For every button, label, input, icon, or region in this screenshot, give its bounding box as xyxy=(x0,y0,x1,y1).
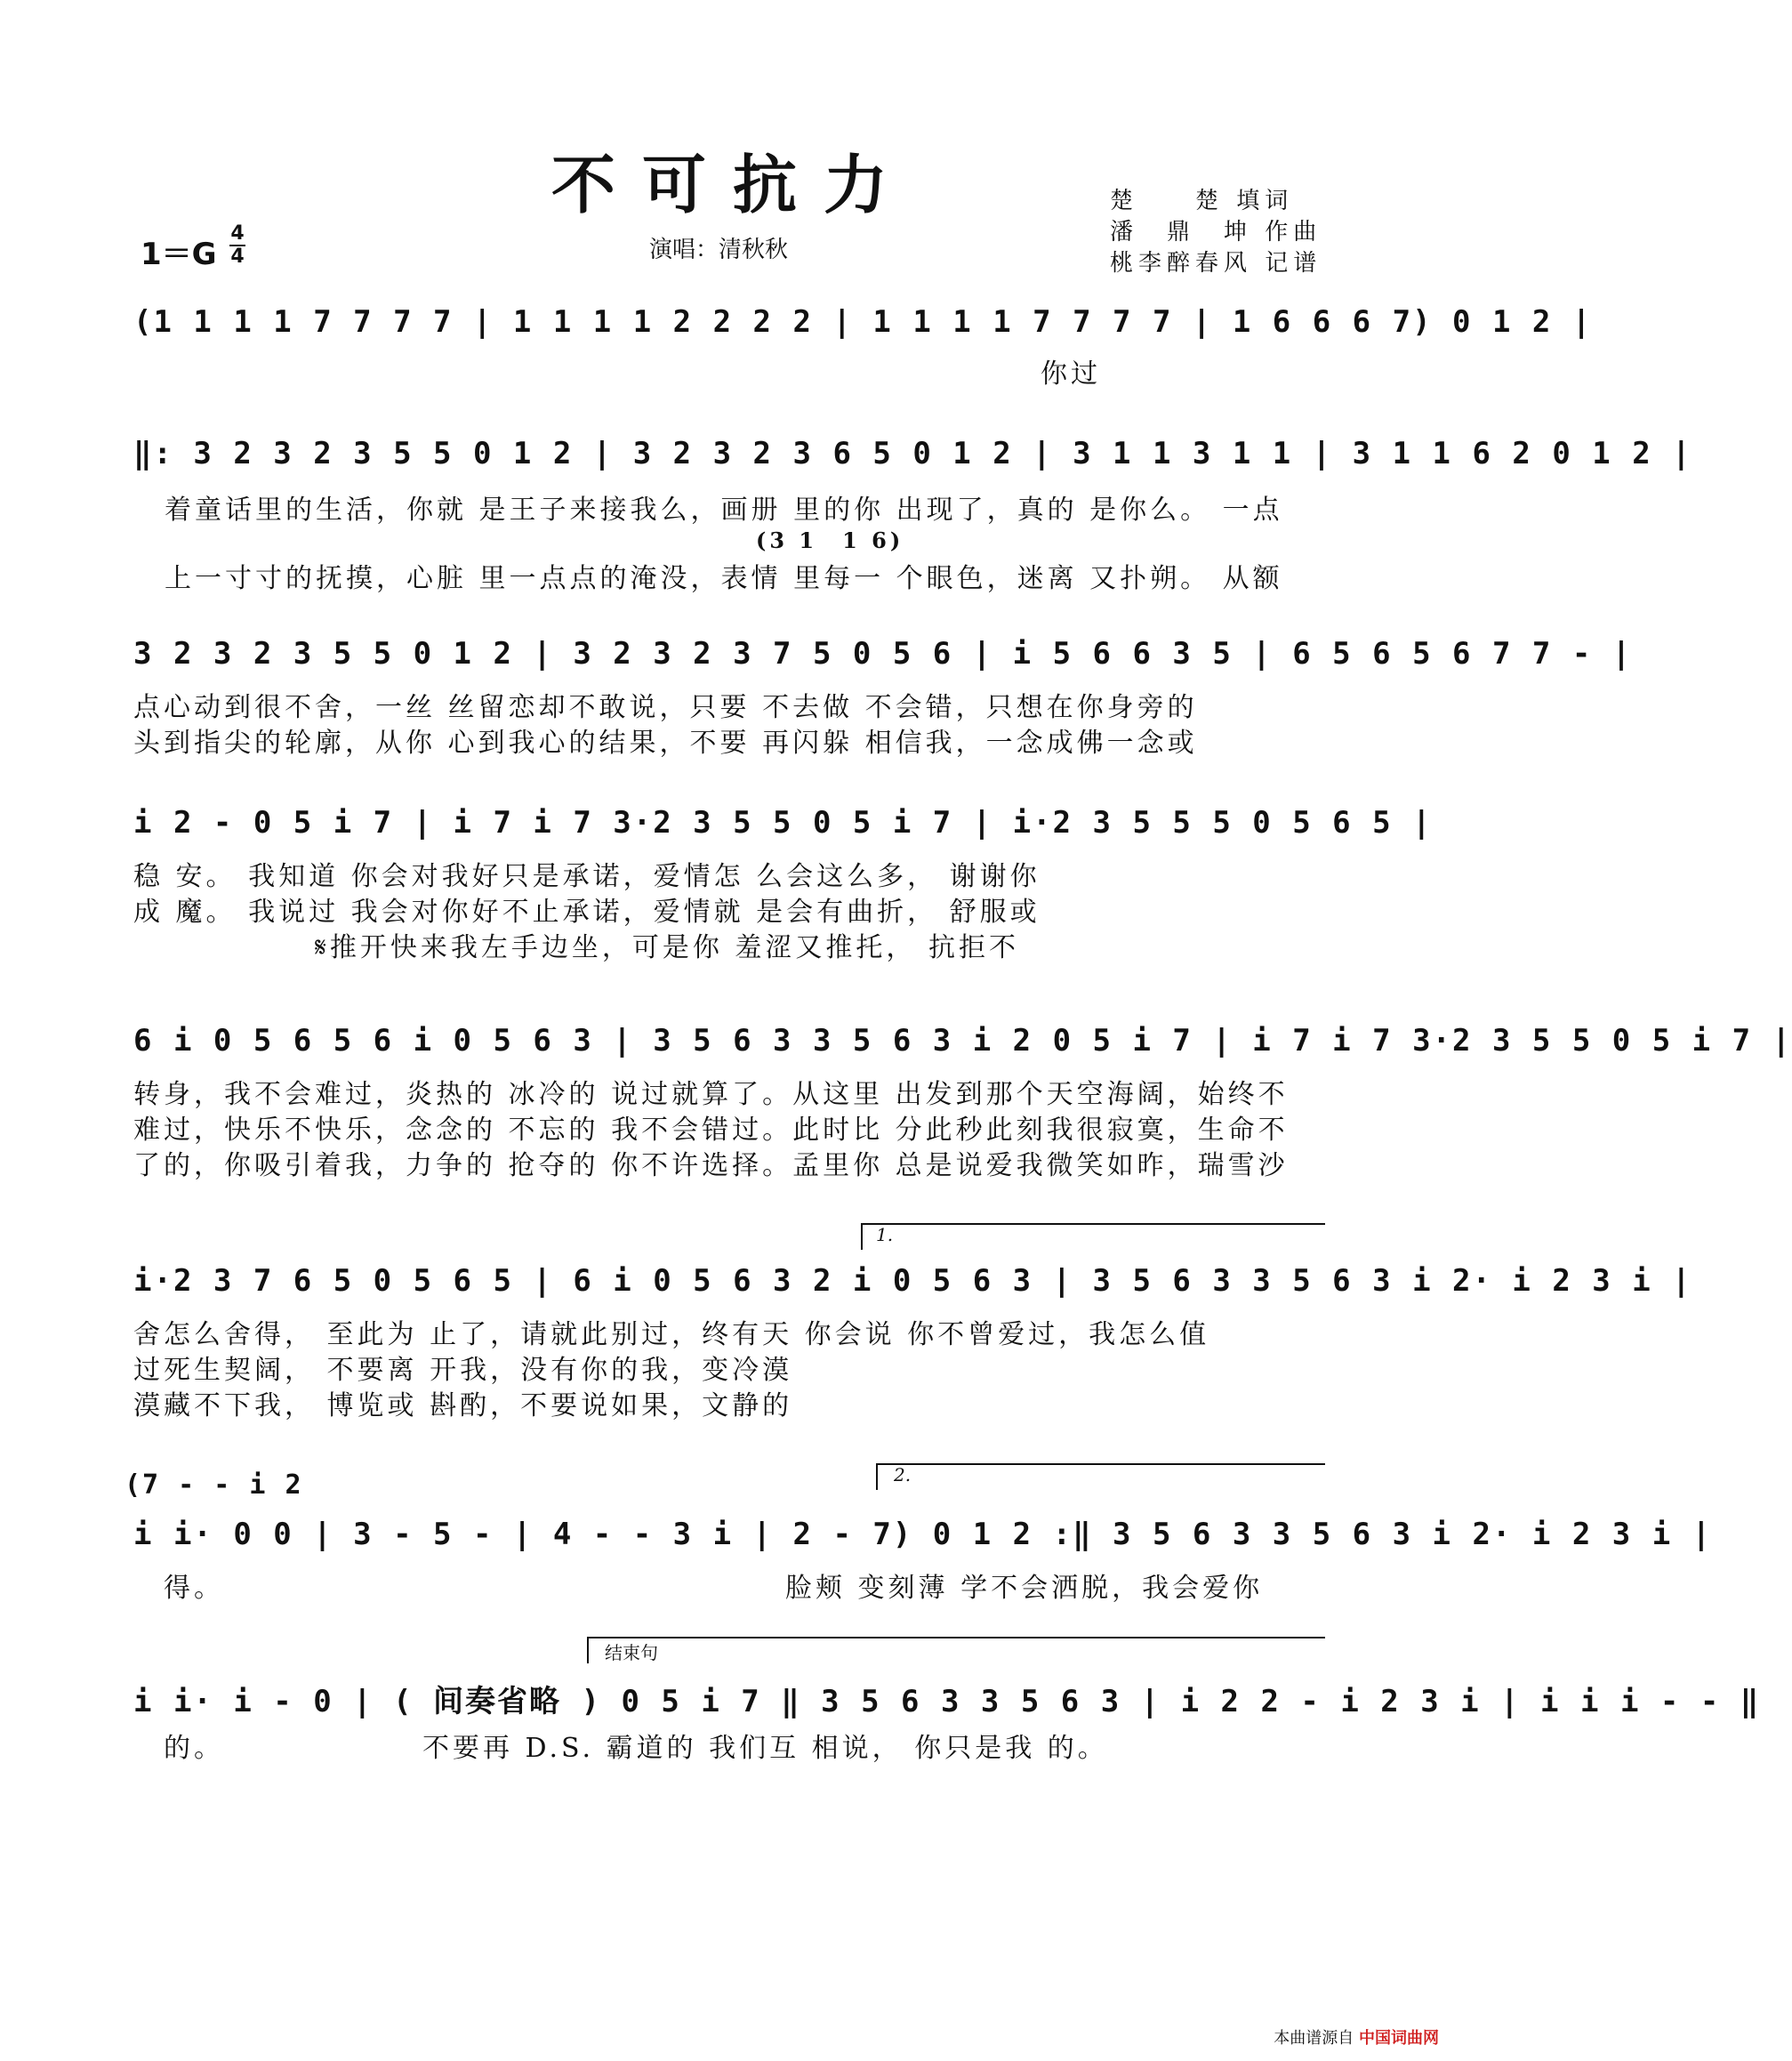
ending-label: 结束句 xyxy=(605,1642,658,1663)
lyrics-row-4-line-1: 稳 安。 我知道 你会对我好只是承诺，爱情怎 么会这么多， 谢谢你 xyxy=(133,861,1041,892)
singer-credit: 演唱：清秋秋 xyxy=(649,237,789,263)
volta-1-label: 1. xyxy=(876,1224,894,1245)
volta-2-bracket-left xyxy=(876,1463,878,1490)
notes-row-7-upper-alt: (7 - - i 2 xyxy=(125,1469,303,1501)
ending-bracket xyxy=(587,1637,1325,1638)
notes-row-4: i 2 - 0 5 i 7 | i 7 i 7 3·2 3 5 5 0 5 i 7 | i·2 3 5 5 5 0 5 6 5 | xyxy=(133,805,1433,841)
composer-credit: 潘 鼎 坤 作曲 xyxy=(1110,219,1322,246)
lyrics-row-6-line-2: 过死生契阔， 不要离 开我，没有你的我，变冷漠 xyxy=(133,1355,793,1386)
lyrics-row-4-line-3: 𝄋推开快来我左手边坐，可是你 羞涩又推托， 抗拒不 xyxy=(133,932,1019,963)
lyricist-credit: 楚 楚 填词 xyxy=(1110,188,1294,214)
lyrics-row-2-alt-notes: (3 1 1 6) xyxy=(133,527,904,553)
notes-row-6: i·2 3 7 6 5 0 5 6 5 | 6 i 0 5 6 3 2 i 0 5 6 3 | 3 5 6 3 3 5 6 3 i 2· i 2 3 i | xyxy=(133,1263,1692,1299)
volta-2-bracket xyxy=(876,1463,1325,1465)
volta-1-bracket-left xyxy=(861,1223,863,1250)
notes-row-1: (1 1 1 1 7 7 7 7 | 1 1 1 1 2 2 2 2 | 1 1 1 1 7 7 7 7 | 1 6 6 6 7) 0 1 2 | xyxy=(133,304,1593,340)
lyrics-row-4-line-2: 成 魔。 我说过 我会对你好不止承诺，爱情就 是会有曲折， 舒服或 xyxy=(133,897,1041,928)
notes-row-5: 6 i 0 5 6 5 6 i 0 5 6 3 | 3 5 6 3 3 5 6 3 i 2 0 5 i 7 | i 7 i 7 3·2 3 5 5 0 5 i 7 | xyxy=(133,1023,1792,1059)
lyrics-row-5-line-2: 难过，快乐不快乐，念念的 不忘的 我不会错过。此时比 分此秒此刻我很寂寞，生命不 xyxy=(133,1115,1289,1146)
time-top: 4 xyxy=(230,222,245,245)
notes-row-3: 3 2 3 2 3 5 5 0 1 2 | 3 2 3 2 3 7 5 0 5 6 | i 5 6 6 3 5 | 6 5 6 5 6 7 7 - | xyxy=(133,636,1633,672)
lyrics-row-7-line-1: 得。 脸颊 变刻薄 学不会洒脱，我会爱你 xyxy=(133,1573,1264,1604)
notes-row-7: i i· 0 0 | 3 - 5 - | 4 - - 3 i | 2 - 7) 0 1 2 :‖ 3 5 6 3 3 5 6 3 i 2· i 2 3 i | xyxy=(133,1517,1713,1552)
transcriber-credit: 桃李醉春风 记谱 xyxy=(1110,250,1322,277)
source-footer xyxy=(1274,2025,1439,2049)
ending-bracket-left xyxy=(587,1637,589,1663)
site-name[interactable]: 中国词曲网 xyxy=(1359,2029,1439,2048)
time-signature xyxy=(229,224,245,267)
source-label: 本曲谱源自 xyxy=(1274,2029,1354,2048)
notes-row-8: i i· i - 0 | ( 间奏省略 ) 0 5 i 7 ‖ 3 5 6 3 3 5 6 3 | i 2 2 - i 2 3 i | i i i - - ‖ xyxy=(133,1684,1761,1719)
lyrics-row-3-line-2: 头到指尖的轮廓，从你 心到我心的结果，不要 再闪躲 相信我，一念成佛一念或 xyxy=(133,728,1198,759)
lyrics-row-3-line-1: 点心动到很不舍，一丝 丝留恋却不敢说，只要 不去做 不会错，只想在你身旁的 xyxy=(133,692,1198,723)
time-bottom: 4 xyxy=(230,246,245,268)
lyrics-row-2-line-2: 上一寸寸的抚摸，心脏 里一点点的淹没，表情 里每一 个眼色，迷离 又扑朔。 从额 xyxy=(165,563,1283,594)
lyrics-row-8-line-1: 的。 不要再 D.S. 霸道的 我们互 相说， 你只是我 的。 xyxy=(133,1733,1108,1764)
lyrics-row-5-line-1: 转身，我不会难过，炎热的 冰冷的 说过就算了。从这里 出发到那个天空海阔，始终不 xyxy=(133,1079,1289,1110)
song-title: 不可抗力 xyxy=(551,147,915,222)
lyrics-row-6-line-1: 舍怎么舍得， 至此为 止了，请就此别过，终有天 你会说 你不曾爱过，我怎么值 xyxy=(133,1319,1210,1350)
lyrics-row-6-line-3: 漠藏不下我， 博览或 斟酌，不要说如果，文静的 xyxy=(133,1390,793,1421)
lyrics-row-2-line-1: 着童话里的生活，你就 是王子来接我么，画册 里的你 出现了，真的 是你么。 一点 xyxy=(165,495,1283,526)
notes-row-2: ‖: 3 2 3 2 3 5 5 0 1 2 | 3 2 3 2 3 6 5 0 1 2 | 3 1 1 3 1 1 | 3 1 1 6 2 0 1 2 | xyxy=(133,436,1692,471)
key-signature: 1＝G xyxy=(141,237,217,272)
volta-2-label: 2. xyxy=(894,1464,912,1485)
volta-1-bracket xyxy=(861,1223,1325,1225)
lyrics-row-5-line-3: 了的，你吸引着我，力争的 抢夺的 你不许选择。孟里你 总是说爱我微笑如昨，瑞雪沙 xyxy=(133,1150,1289,1181)
lyrics-row-1-line-1: 你过 xyxy=(133,358,1101,390)
